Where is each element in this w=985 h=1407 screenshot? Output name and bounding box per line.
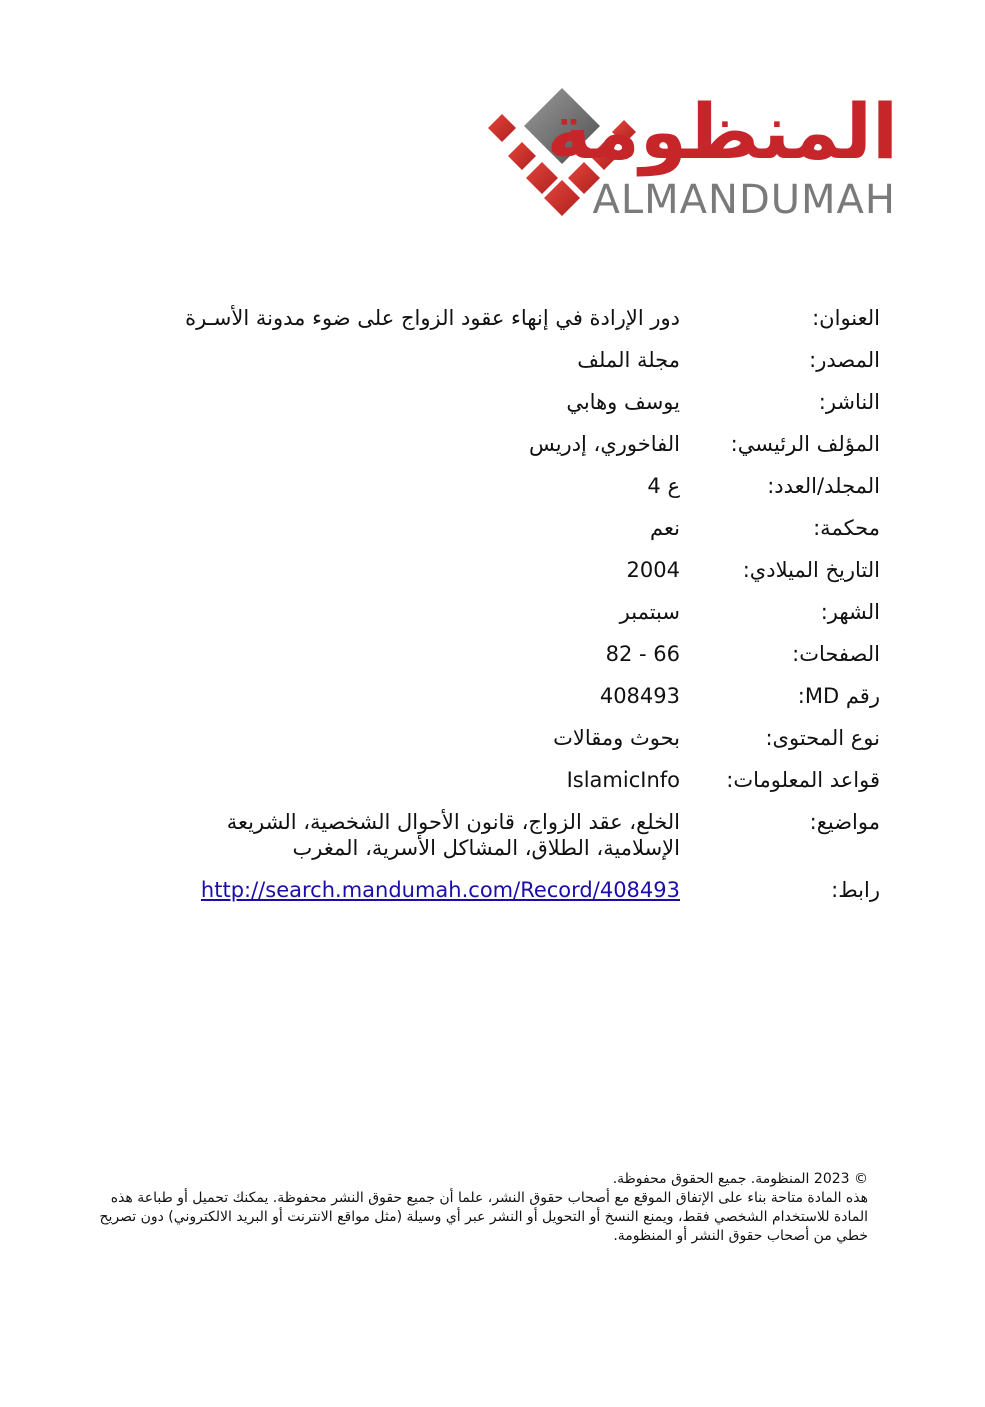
field-value: الخلع، عقد الزواج، قانون الأحوال الشخصية، الشريعة الإسلامية، الطلاق، المشاكل الأسرية، المغرب [226, 810, 680, 860]
field-subjects [120, 809, 880, 861]
field-value: يوسف وهابي [566, 390, 680, 414]
field-peer-reviewed [120, 515, 880, 541]
field-label: محكمة: [813, 516, 880, 540]
record-metadata [120, 305, 880, 919]
field-label: مواضيع: [809, 810, 880, 834]
field-label: قواعد المعلومات: [726, 768, 880, 792]
field-value: IslamicInfo [566, 768, 680, 792]
field-source [120, 347, 880, 373]
field-value: بحوث ومقالات [553, 726, 680, 750]
field-month [120, 599, 880, 625]
field-pages [120, 641, 880, 667]
field-label: رابط: [831, 878, 880, 902]
field-content-type [120, 725, 880, 751]
field-value: 2004 [626, 558, 680, 582]
logo-latin-text: ALMANDUMAH [592, 177, 896, 223]
copyright-line: © 2023 المنظومة. جميع الحقوق محفوظة. [612, 1171, 868, 1187]
field-md-number [120, 683, 880, 709]
field-value: مجلة الملف [577, 348, 680, 372]
field-label: نوع المحتوى: [765, 726, 880, 750]
field-label: التاريخ الميلادي: [742, 558, 880, 582]
field-databases [120, 767, 880, 793]
almandumah-logo [480, 80, 910, 223]
field-label: الصفحات: [792, 642, 880, 666]
logo-arabic-text: المنظومة [546, 87, 898, 176]
field-value: 66 - 82 [605, 642, 680, 666]
field-value: نعم [650, 516, 680, 540]
field-title [120, 305, 880, 331]
copyright-notice [80, 1170, 868, 1246]
field-volume-issue [120, 473, 880, 499]
field-value: سبتمبر [619, 600, 680, 624]
field-label: رقم MD: [797, 684, 880, 708]
field-main-author [120, 431, 880, 457]
field-year [120, 557, 880, 583]
field-label: العنوان: [812, 306, 880, 330]
field-label: المجلد/العدد: [767, 474, 880, 498]
field-publisher [120, 389, 880, 415]
field-link [120, 877, 880, 903]
field-value: 408493 [599, 684, 680, 708]
field-label: الناشر: [818, 390, 880, 414]
field-value: دور الإرادة في إنهاء عقود الزواج على ضوء مدونة الأسـرة [185, 306, 680, 330]
record-link[interactable]: http://search.mandumah.com/Record/408493 [200, 878, 680, 902]
rights-notice: هذه المادة متاحة بناء على الإتفاق الموقع مع أصحاب حقوق النشر، علما أن جميع حقوق النشر محفوظة. يمكنك تحميل أو طباعة هذه المادة للاستخدام الشخصي فقط، ويمنع النسخ أو التحويل أو النشر عبر أي وسيلة (مثل مواقع الانترنت أو البريد الالكتروني) دون تصريح خطي من أصحاب حقوق النشر أو المنظومة. [99, 1190, 868, 1244]
field-label: المؤلف الرئيسي: [730, 432, 880, 456]
field-value: الفاخوري، إدريس [528, 432, 680, 456]
field-label: المصدر: [809, 348, 880, 372]
field-value: ع 4 [647, 474, 680, 498]
field-label: الشهر: [820, 600, 880, 624]
